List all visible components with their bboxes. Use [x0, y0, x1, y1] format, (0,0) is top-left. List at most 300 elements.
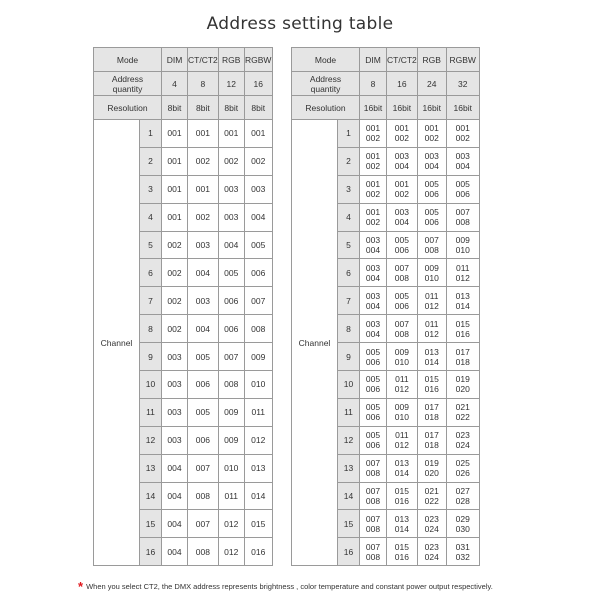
- channel-number: 9: [140, 343, 162, 371]
- address-cell: 003: [218, 175, 244, 203]
- address-value: 019: [455, 374, 470, 385]
- address-cell: 003: [218, 203, 244, 231]
- channel-number: 9: [338, 343, 360, 371]
- address-value: 007: [455, 207, 470, 218]
- address-value: 029: [455, 513, 470, 524]
- address-cell: 009: [218, 426, 244, 454]
- address-cell: 010: [218, 454, 244, 482]
- address-cell: 001: [162, 147, 188, 175]
- address-cell: 011: [218, 482, 244, 510]
- address-cell: 007: [218, 343, 244, 371]
- address-cell: 004: [162, 454, 188, 482]
- address-value: 026: [455, 468, 470, 479]
- address-cell: [446, 259, 479, 287]
- table-row: [94, 120, 273, 148]
- address-value: 023: [455, 430, 470, 441]
- address-quantity-value: 32: [446, 72, 479, 96]
- address-value: 013: [394, 458, 409, 469]
- address-value: 004: [365, 328, 381, 339]
- address-quantity-label: Address quantity: [94, 72, 162, 96]
- address-cell: [360, 343, 387, 371]
- address-cell: 006: [218, 287, 244, 315]
- address-cell: 002: [162, 315, 188, 343]
- address-cell: [387, 454, 418, 482]
- channel-number: 5: [140, 231, 162, 259]
- table-row: [292, 120, 480, 148]
- address-cell: 002: [244, 147, 272, 175]
- address-value: 011: [424, 318, 439, 329]
- address-value: 004: [424, 161, 439, 172]
- address-cell: 002: [188, 147, 219, 175]
- address-cell: [360, 454, 387, 482]
- address-value: 008: [394, 272, 409, 283]
- address-value: 012: [455, 272, 470, 283]
- footnote: [78, 577, 493, 592]
- address-cell: 004: [162, 482, 188, 510]
- address-value: 008: [455, 217, 470, 228]
- channel-number: 8: [338, 315, 360, 343]
- channel-number: 5: [338, 231, 360, 259]
- address-value: 014: [394, 468, 409, 479]
- mode-header: RGBW: [446, 48, 479, 72]
- address-cell: 001: [162, 120, 188, 148]
- mode-header: CT/CT2: [188, 48, 219, 72]
- address-value: 008: [424, 245, 439, 255]
- address-value: 021: [424, 486, 439, 497]
- address-cell: [360, 426, 387, 454]
- address-cell: 004: [162, 538, 188, 566]
- address-cell: 004: [244, 203, 272, 231]
- address-value: 006: [365, 440, 381, 451]
- address-quantity-value: 8: [188, 72, 219, 96]
- address-cell: [387, 538, 418, 566]
- address-cell: [360, 315, 387, 343]
- address-value: 027: [455, 486, 470, 497]
- address-quantity-label: Address quantity: [292, 72, 360, 96]
- address-cell: [360, 538, 387, 566]
- address-cell: [446, 231, 479, 259]
- address-cell: [387, 343, 418, 371]
- address-cell: 005: [244, 231, 272, 259]
- channel-number: 10: [338, 371, 360, 399]
- address-value: 024: [455, 440, 470, 451]
- address-value: 008: [365, 468, 381, 479]
- address-value: 011: [395, 374, 409, 385]
- address-value: 017: [424, 430, 439, 441]
- address-value: 005: [424, 179, 439, 190]
- address-value: 002: [394, 133, 409, 144]
- mode-header: CT/CT2: [387, 48, 418, 72]
- address-value: 003: [424, 151, 439, 162]
- address-value: 006: [394, 300, 409, 311]
- address-value: 010: [455, 245, 470, 255]
- address-value: 019: [424, 458, 439, 469]
- address-cell: 005: [188, 343, 219, 371]
- address-value: 003: [394, 151, 409, 162]
- address-cell: [360, 398, 387, 426]
- address-value: 024: [424, 523, 439, 534]
- address-cell: 003: [162, 426, 188, 454]
- address-value: 007: [424, 235, 439, 245]
- address-cell: 009: [218, 398, 244, 426]
- address-value: 002: [455, 133, 470, 144]
- address-quantity-value: 16: [244, 72, 272, 96]
- footnote-text: When you select CT2, the DMX address represents brightness , color temperature and constant power output respectively.: [86, 582, 493, 591]
- address-cell: [417, 315, 446, 343]
- channel-number: 16: [338, 538, 360, 566]
- address-cell: 001: [218, 120, 244, 148]
- address-value: 005: [394, 235, 409, 245]
- address-value: 023: [424, 541, 439, 552]
- address-cell: [417, 426, 446, 454]
- address-cell: [360, 371, 387, 399]
- channel-number: 12: [338, 426, 360, 454]
- address-cell: [387, 398, 418, 426]
- resolution-value: 8bit: [188, 96, 219, 120]
- address-value: 006: [365, 356, 381, 367]
- address-cell: 004: [188, 315, 219, 343]
- address-value: 005: [365, 374, 381, 385]
- address-value: 016: [455, 328, 470, 339]
- address-cell: 015: [244, 510, 272, 538]
- mode-label: Mode: [94, 48, 162, 72]
- address-cell: 006: [188, 426, 219, 454]
- address-cell: [446, 454, 479, 482]
- address-value: 001: [394, 179, 409, 190]
- address-cell: 004: [162, 510, 188, 538]
- address-value: 001: [455, 123, 470, 134]
- address-cell: [360, 259, 387, 287]
- address-value: 007: [394, 262, 409, 273]
- address-cell: [387, 175, 418, 203]
- address-cell: 001: [162, 175, 188, 203]
- address-value: 022: [455, 412, 470, 423]
- address-value: 004: [365, 272, 381, 283]
- address-cell: [446, 203, 479, 231]
- address-cell: 008: [188, 538, 219, 566]
- address-value: 003: [365, 290, 381, 301]
- address-value: 013: [455, 290, 470, 301]
- address-value: 005: [424, 207, 439, 218]
- address-value: 012: [394, 440, 409, 451]
- resolution-value: 16bit: [360, 96, 387, 120]
- address-value: 004: [365, 300, 381, 311]
- address-value: 001: [424, 123, 439, 134]
- resolution-label: Resolution: [292, 96, 360, 120]
- address-value: 022: [424, 496, 439, 507]
- address-quantity-value: 16: [387, 72, 418, 96]
- address-value: 011: [455, 262, 470, 273]
- address-value: 007: [365, 541, 381, 552]
- address-cell: 005: [188, 398, 219, 426]
- address-value: 012: [424, 300, 439, 311]
- address-cell: 011: [244, 398, 272, 426]
- address-value: 003: [365, 262, 381, 273]
- address-value: 005: [365, 430, 381, 441]
- address-cell: [387, 426, 418, 454]
- resolution-row: [94, 96, 273, 120]
- channel-number: 6: [140, 259, 162, 287]
- address-cell: [446, 343, 479, 371]
- address-cell: [446, 426, 479, 454]
- address-value: 025: [455, 458, 470, 469]
- address-cell: [446, 175, 479, 203]
- address-value: 001: [365, 123, 381, 134]
- address-cell: [417, 231, 446, 259]
- address-value: 015: [394, 486, 409, 497]
- address-value: 018: [424, 412, 439, 423]
- address-value: 002: [365, 217, 381, 228]
- address-cell: [387, 371, 418, 399]
- address-value: 007: [394, 318, 409, 329]
- address-cell: [417, 120, 446, 148]
- resolution-value: 16bit: [417, 96, 446, 120]
- channel-number: 13: [140, 454, 162, 482]
- address-value: 024: [424, 551, 439, 562]
- address-value: 008: [365, 496, 381, 507]
- address-cell: [360, 120, 387, 148]
- channel-label: Channel: [94, 120, 140, 566]
- address-value: 001: [394, 123, 409, 134]
- address-table-8bit: [93, 47, 273, 566]
- address-cell: 012: [244, 426, 272, 454]
- address-cell: 007: [188, 454, 219, 482]
- address-quantity-row: [292, 72, 480, 96]
- channel-number: 7: [140, 287, 162, 315]
- address-value: 002: [394, 189, 409, 200]
- address-cell: 003: [162, 398, 188, 426]
- channel-number: 16: [140, 538, 162, 566]
- address-value: 013: [394, 513, 409, 524]
- address-cell: 005: [218, 259, 244, 287]
- address-cell: 001: [162, 203, 188, 231]
- address-value: 032: [455, 551, 470, 562]
- address-value: 006: [424, 217, 439, 228]
- address-cell: 003: [162, 343, 188, 371]
- channel-number: 12: [140, 426, 162, 454]
- address-value: 016: [394, 551, 409, 562]
- address-value: 009: [455, 235, 470, 245]
- address-cell: 007: [188, 510, 219, 538]
- address-value: 016: [394, 496, 409, 507]
- mode-header: RGB: [218, 48, 244, 72]
- address-cell: 002: [218, 147, 244, 175]
- address-value: 008: [365, 551, 381, 562]
- address-cell: [446, 482, 479, 510]
- address-cell: [417, 175, 446, 203]
- address-value: 008: [394, 328, 409, 339]
- address-cell: 016: [244, 538, 272, 566]
- resolution-value: 16bit: [446, 96, 479, 120]
- address-cell: [417, 454, 446, 482]
- address-cell: [417, 259, 446, 287]
- address-value: 009: [394, 402, 409, 413]
- channel-label: Channel: [292, 120, 338, 566]
- address-cell: [446, 398, 479, 426]
- address-cell: 004: [188, 259, 219, 287]
- address-cell: [387, 287, 418, 315]
- address-cell: 001: [244, 120, 272, 148]
- channel-number: 8: [140, 315, 162, 343]
- address-cell: 014: [244, 482, 272, 510]
- address-value: 007: [365, 513, 381, 524]
- address-cell: 004: [218, 231, 244, 259]
- address-value: 006: [424, 189, 439, 200]
- address-cell: 006: [188, 371, 219, 399]
- address-cell: [360, 203, 387, 231]
- address-value: 003: [455, 151, 470, 162]
- address-cell: [417, 510, 446, 538]
- address-cell: [387, 147, 418, 175]
- address-quantity-value: 8: [360, 72, 387, 96]
- address-value: 006: [455, 189, 470, 200]
- channel-number: 3: [338, 175, 360, 203]
- address-value: 010: [424, 272, 439, 283]
- address-cell: [417, 203, 446, 231]
- address-value: 023: [424, 513, 439, 524]
- address-cell: [387, 203, 418, 231]
- address-cell: 002: [162, 259, 188, 287]
- channel-number: 10: [140, 371, 162, 399]
- address-cell: [360, 147, 387, 175]
- address-value: 009: [394, 346, 409, 357]
- mode-row: [292, 48, 480, 72]
- address-cell: 008: [188, 482, 219, 510]
- channel-number: 6: [338, 259, 360, 287]
- address-cell: 010: [244, 371, 272, 399]
- address-value: 030: [455, 523, 470, 534]
- address-cell: [446, 371, 479, 399]
- address-cell: 003: [244, 175, 272, 203]
- address-value: 013: [424, 346, 439, 357]
- address-value: 001: [365, 179, 381, 190]
- mode-header: DIM: [162, 48, 188, 72]
- resolution-value: 8bit: [218, 96, 244, 120]
- channel-number: 3: [140, 175, 162, 203]
- address-value: 005: [455, 179, 470, 190]
- address-value: 003: [394, 207, 409, 218]
- address-value: 014: [424, 356, 439, 367]
- address-cell: [417, 538, 446, 566]
- channel-number: 11: [140, 398, 162, 426]
- channel-number: 14: [140, 482, 162, 510]
- channel-number: 2: [140, 147, 162, 175]
- address-value: 010: [394, 356, 409, 367]
- address-cell: [417, 147, 446, 175]
- channel-number: 11: [338, 398, 360, 426]
- address-value: 004: [394, 217, 409, 228]
- address-value: 028: [455, 496, 470, 507]
- address-table-16bit: [291, 47, 480, 566]
- address-cell: [417, 371, 446, 399]
- address-quantity-value: 24: [417, 72, 446, 96]
- resolution-value: 8bit: [162, 96, 188, 120]
- address-cell: [417, 482, 446, 510]
- channel-number: 13: [338, 454, 360, 482]
- mode-header: DIM: [360, 48, 387, 72]
- address-value: 004: [394, 161, 409, 172]
- resolution-row: [292, 96, 480, 120]
- resolution-label: Resolution: [94, 96, 162, 120]
- address-cell: 001: [188, 120, 219, 148]
- address-cell: [446, 287, 479, 315]
- channel-number: 4: [140, 203, 162, 231]
- address-cell: [446, 315, 479, 343]
- channel-number: 4: [338, 203, 360, 231]
- address-value: 021: [455, 402, 470, 413]
- channel-number: 2: [338, 147, 360, 175]
- address-cell: [387, 482, 418, 510]
- address-cell: 002: [162, 287, 188, 315]
- address-value: 006: [365, 384, 381, 395]
- address-value: 003: [365, 318, 381, 329]
- address-cell: [387, 510, 418, 538]
- resolution-value: 16bit: [387, 96, 418, 120]
- asterisk-icon: *: [78, 579, 84, 594]
- address-value: 002: [365, 133, 381, 144]
- address-cell: 003: [162, 371, 188, 399]
- address-cell: [417, 287, 446, 315]
- address-value: 015: [424, 374, 439, 385]
- address-value: 014: [455, 300, 470, 311]
- address-value: 002: [424, 133, 439, 144]
- address-cell: [417, 343, 446, 371]
- address-cell: 013: [244, 454, 272, 482]
- address-cell: [360, 510, 387, 538]
- address-value: 012: [394, 384, 409, 395]
- address-value: 004: [365, 245, 381, 255]
- resolution-value: 8bit: [244, 96, 272, 120]
- address-cell: [360, 482, 387, 510]
- address-value: 005: [394, 290, 409, 301]
- address-cell: 012: [218, 538, 244, 566]
- address-quantity-value: 12: [218, 72, 244, 96]
- address-value: 001: [365, 207, 381, 218]
- address-value: 006: [365, 412, 381, 423]
- address-value: 008: [365, 523, 381, 534]
- address-cell: [446, 120, 479, 148]
- address-cell: 007: [244, 287, 272, 315]
- address-cell: 008: [244, 315, 272, 343]
- address-value: 018: [455, 356, 470, 367]
- address-value: 011: [395, 430, 409, 441]
- channel-number: 14: [338, 482, 360, 510]
- address-cell: 002: [162, 231, 188, 259]
- address-value: 012: [424, 328, 439, 339]
- address-value: 020: [455, 384, 470, 395]
- channel-number: 1: [140, 120, 162, 148]
- page-title: Address setting table: [206, 14, 394, 34]
- address-value: 016: [424, 384, 439, 395]
- mode-row: [94, 48, 273, 72]
- address-cell: 012: [218, 510, 244, 538]
- address-cell: [446, 510, 479, 538]
- address-value: 007: [365, 458, 381, 469]
- address-cell: 009: [244, 343, 272, 371]
- address-cell: 006: [218, 315, 244, 343]
- address-cell: 008: [218, 371, 244, 399]
- address-value: 007: [365, 486, 381, 497]
- address-cell: [360, 175, 387, 203]
- address-cell: 003: [188, 287, 219, 315]
- address-cell: [387, 120, 418, 148]
- channel-number: 15: [338, 510, 360, 538]
- address-value: 020: [424, 468, 439, 479]
- address-value: 009: [424, 262, 439, 273]
- address-cell: [387, 315, 418, 343]
- address-cell: [360, 287, 387, 315]
- mode-label: Mode: [292, 48, 360, 72]
